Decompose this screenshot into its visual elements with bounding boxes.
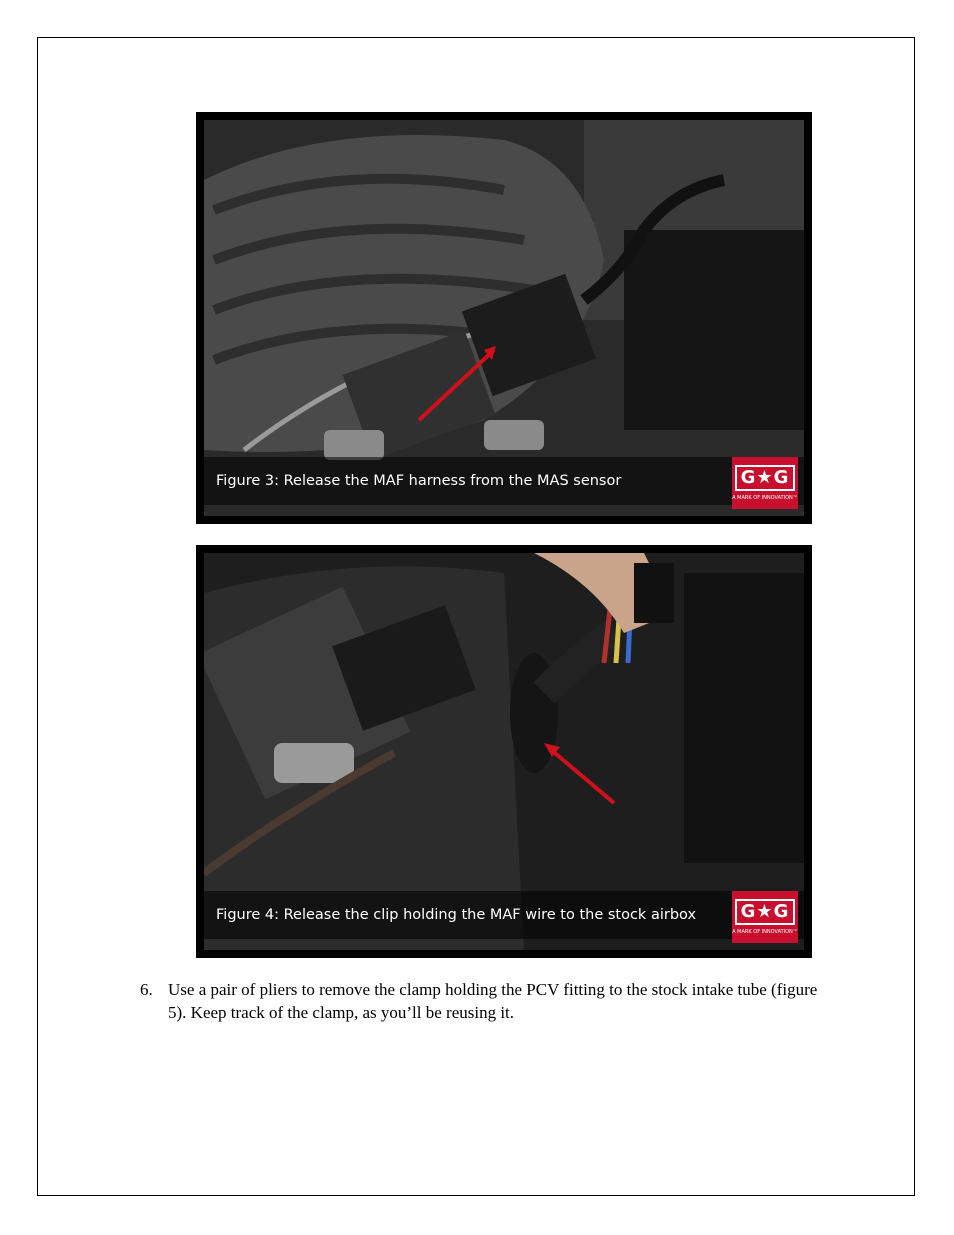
figure-3-caption: Figure 3: Release the MAF harness from the MAS sensor [216,473,622,489]
step-number: 6. [140,980,153,999]
figure-4-caption-band [204,891,804,939]
figure-4-caption: Figure 4: Release the clip holding the MAF wire to the stock airbox [216,907,697,923]
figure-4-photo [204,553,804,950]
logo-mark-icon: G★G [735,465,796,491]
figure-3-caption-band [204,457,804,505]
step-text: Use a pair of pliers to remove the clamp holding the PCV fitting to the stock intake tube (figure 5). Keep track of the clamp, as you’ll be reusing it. [168,980,818,1022]
instruction-step-6 [140,978,840,1024]
logo-tagline: A MARK OF INNOVATION™ [732,929,798,935]
logo-tagline: A MARK OF INNOVATION™ [732,495,798,501]
figure-3 [196,112,812,524]
figure-3-photo [204,120,804,516]
grimmspeed-logo [732,457,798,509]
grimmspeed-logo [732,891,798,943]
figure-4 [196,545,812,958]
logo-mark-icon: G★G [735,899,796,925]
